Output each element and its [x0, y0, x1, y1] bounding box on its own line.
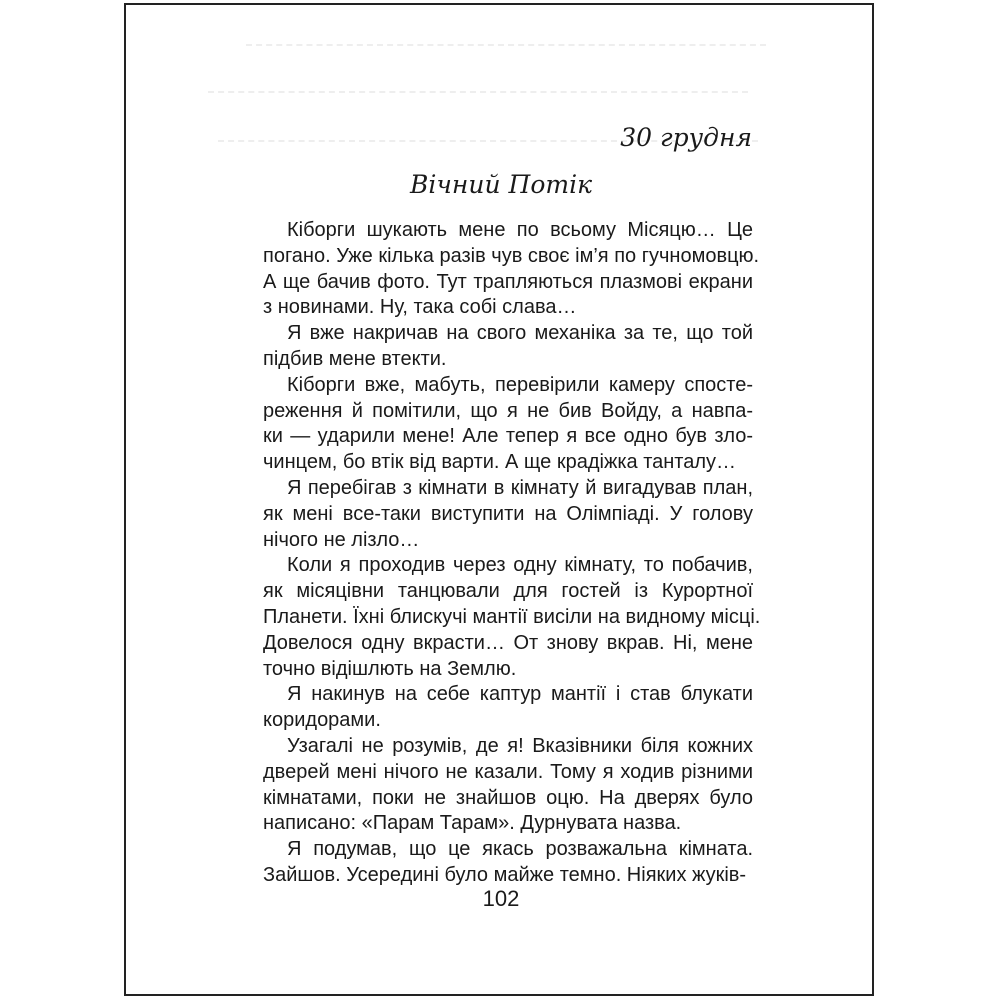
text-line: Я вже накричав на свого механіка за те, що той	[287, 322, 753, 345]
text-line: Зайшов. Усередині було майже темно. Ніяких жуків-	[263, 863, 747, 886]
body-text	[263, 218, 761, 889]
text-line: Довелося одну вкрасти… От знову вкрав. Ні, мене	[263, 631, 753, 654]
text-line: Узагалі не розумів, де я! Вказівники біля кожних	[287, 734, 753, 757]
paragraph	[263, 553, 761, 682]
faint-rule-line	[208, 91, 748, 93]
book-page	[124, 3, 874, 996]
paragraph	[263, 218, 760, 321]
text-line: з новинами. Ну, така собі слава…	[263, 296, 577, 319]
text-line: кімнатами, поки не знайшов оцю. На дверях було	[263, 786, 753, 809]
faint-rule-line	[246, 44, 766, 46]
page-number: 102	[482, 886, 520, 911]
text-line: написано: «Парам Тарам». Дурнувата назва.	[263, 812, 682, 835]
text-line: Я накинув на себе каптур мантії і став блукати	[287, 683, 753, 706]
text-line: погано. Уже кілька разів чув своє ім’я по гучномовцю.	[263, 244, 760, 267]
text-line: Коли я проходив через одну кімнату, то побачив,	[287, 554, 753, 577]
text-line: чинцем, бо втік від варти. А ще крадіжка танталу…	[263, 451, 737, 474]
paragraph	[263, 373, 753, 476]
text-line: Я перебігав з кімнати в кімнату й вигадував план,	[287, 476, 753, 499]
text-line: як мені все-таки виступити на Олімпіаді. У голову	[263, 502, 753, 525]
paragraph	[263, 837, 753, 889]
paragraph	[263, 682, 753, 734]
text-line: як місяцівни танцювали для гостей із Курортної	[263, 580, 753, 603]
text-line: Кіборги вже, мабуть, перевірили камеру спосте-	[287, 373, 753, 396]
text-line: Кіборги шукають мене по всьому Місяцю… Це	[287, 219, 753, 241]
chapter-title: Вічний Потік	[409, 170, 593, 199]
text-line: ки — ударили мене! Але тепер я все одно був зло-	[263, 425, 753, 448]
diary-date: 30 грудня	[620, 123, 752, 152]
text-line: дверей мені нічого не казали. Тому я ходив різними	[263, 760, 753, 783]
text-line: Я подумав, що це якась розважальна кімната.	[287, 838, 753, 861]
text-line: підбив мене втекти.	[263, 347, 447, 370]
text-line: коридорами.	[263, 709, 381, 732]
paragraph	[263, 321, 753, 373]
text-line: Планети. Їхні блискучі мантії висіли на видному місці.	[263, 605, 761, 628]
text-line: реження й помітили, що я не бив Войду, а навпа-	[263, 399, 753, 422]
text-line: точно відішлють на Землю.	[263, 657, 517, 680]
text-line: нічого не лізло…	[263, 528, 420, 551]
text-line: А ще бачив фото. Тут трапляються плазмові екрани	[263, 270, 753, 293]
paragraph	[263, 734, 753, 837]
paragraph	[263, 476, 753, 553]
